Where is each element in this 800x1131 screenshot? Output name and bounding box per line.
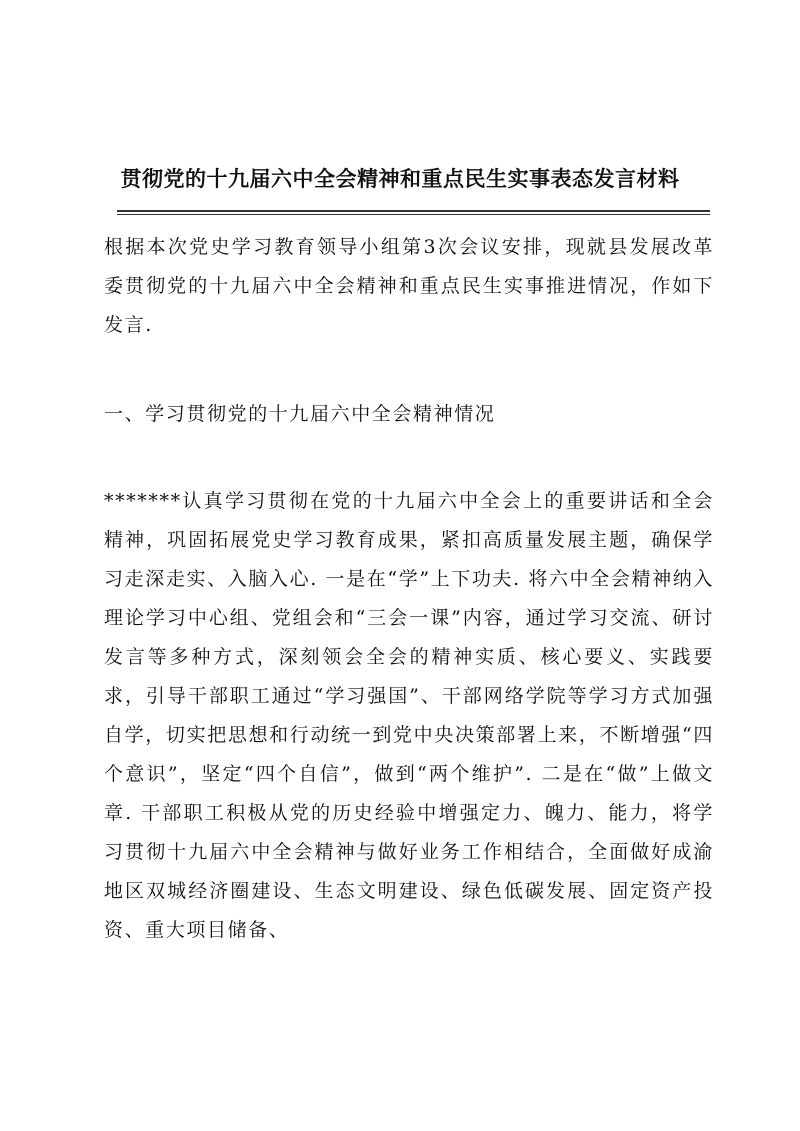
section-body-paragraph: *******认真学习贯彻在党的十九届六中全会上的重要讲话和全会精神，巩固拓展党史学习教育成果，紧扣高质量发展主题，确保学习走深走实、入脑入心. 一是在“学”上下功夫. 将六中全会精神纳入理论学习中心组、党组会和“三会一课”内容，通过学习交流、研讨发言等多种方式，深刻领会全会的精神实质、核心要义、实践要求，引导干部职工通过“学习强国”、干部网络学院等学习方式加强自学，切实把思想和行动统一到党中央决策部署上来，不断增强“四个意识”，坚定“四个自信”，做到“两个维护”. 二是在“做”上做文章. 干部职工积极从党的历史经验中增强定力、魄力、能力，将学习贯彻十九届六中全会精神与做好业务工作相结合，全面做好成渝地区双城经济圈建设、生态文明建设、绿色低碳发展、固定资产投资、重大项目储备、 (104, 490, 714, 941)
section-heading: 一、学习贯彻党的十九届六中全会精神情况 (104, 403, 496, 425)
document-title: 贯彻党的十九届六中全会精神和重点民生实事表态发言材料 (120, 166, 680, 191)
title-divider (117, 210, 710, 215)
intro-paragraph: 根据本次党史学习教育领导小组第3次会议安排，现就县发展改革委贯彻党的十九届六中全会精神和重点民生实事推进情况，作如下发言. (104, 236, 714, 336)
